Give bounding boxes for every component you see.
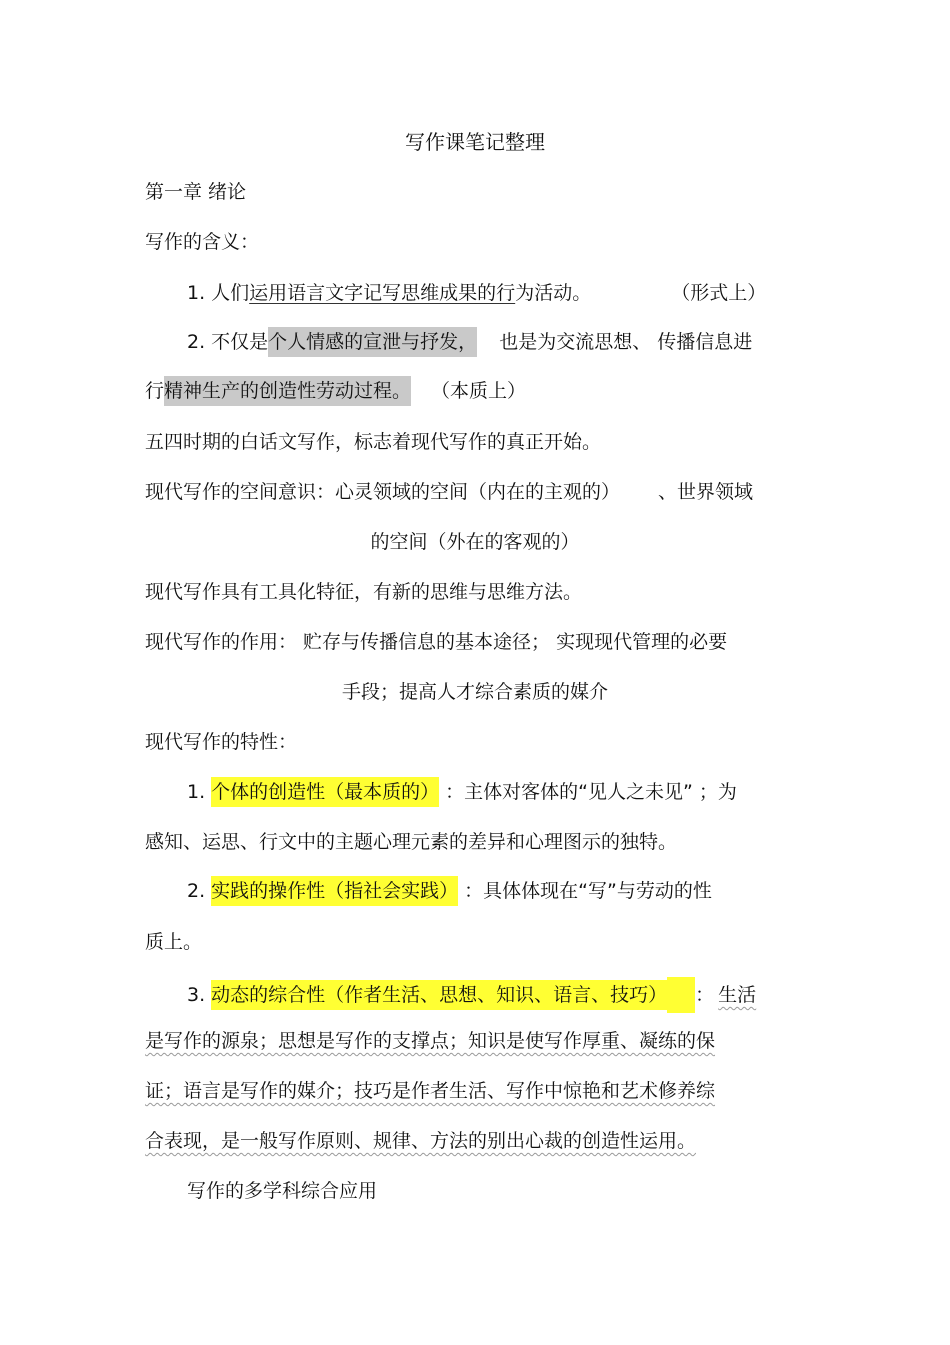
gray-highlight: 个人情感的宣泄与抒发， [268,327,477,357]
role-line-1: 现代写作的作用： 贮存与传播信息的基本途径； 实现现代管理的必要 [145,631,728,653]
yellow-highlight: 实践的操作性（指社会实践） [211,876,458,906]
trait-2 [187,877,712,905]
paragraph-tool: 现代写作具有工具化特征，有新的思维与思维方法。 [145,581,583,603]
paragraph-wusi: 五四时期的白话文写作，标志着现代写作的真正开始。 [145,431,602,453]
trait-3-cont-3: 合表现，是一般写作原则、规律、方法的别出心裁的创造性运用。 [145,1130,697,1152]
trait-3 [187,977,756,1013]
trait-3-cont-2: 证；语言是写作的媒介；技巧是作者生活、写作中惊艳和艺术修养综 [145,1080,716,1102]
item-text: 也是为交流思想、 传播信息进 [499,331,753,353]
last-heading: 写作的多学科综合应用 [187,1180,378,1202]
trait-3-cont-1: 是写作的源泉；思想是写作的支撑点；知识是使写作厚重、凝练的保 [145,1030,716,1052]
page-title: 写作课笔记整理 [405,130,545,154]
item-text: 行 [145,380,165,402]
trait-text: ：具体体现在“写”与劳动的性 [464,880,712,902]
item-note: （形式上） [671,282,767,304]
trait-number: 1. [187,781,206,803]
space-line-2: 的空间（外在的客观的） [370,531,580,553]
gray-highlight: 精神生产的创造性劳动过程。 [164,376,411,406]
space-text: 、世界领域 [658,481,754,503]
item-text: 为活动。 [515,282,592,304]
meaning-item-2-cont [145,377,526,405]
underlined-text: 运用语言文字记写思维成果的行 [249,282,516,304]
trait-text: ： [695,984,715,1006]
trait-2-cont: 质上。 [145,931,203,953]
traits-heading: 现代写作的特性： [145,731,298,753]
yellow-highlight: 个体的创造性（最本质的） [211,777,439,807]
item-note: （本质上） [431,380,527,402]
space-line-1 [145,478,753,506]
space-text: 现代写作的空间意识：心灵领域的空间（内在的主观的） [145,481,621,503]
trait-1 [187,778,737,806]
meaning-heading: 写作的含义： [145,231,260,253]
trait-1-cont: 感知、运思、行文中的主题心理元素的差异和心理图示的独特。 [145,831,678,853]
chapter-heading: 第一章 绪论 [145,181,247,203]
role-line-2: 手段；提高人才综合素质的媒介 [341,681,608,703]
item-text: 1. 人们 [187,282,250,304]
trait-number: 3. [187,984,206,1006]
item-text: 2. 不仅是 [187,331,269,353]
wavy-underlined-text: 生活 [718,984,757,1006]
meaning-item-2 [187,328,752,356]
yellow-highlight: 动态的综合性（作者生活、思想、知识、语言、技巧） [211,980,667,1010]
meaning-item-1 [187,279,766,307]
trait-number: 2. [187,880,206,902]
trait-text: ：主体对客体的“见人之未见” ；为 [445,781,737,803]
